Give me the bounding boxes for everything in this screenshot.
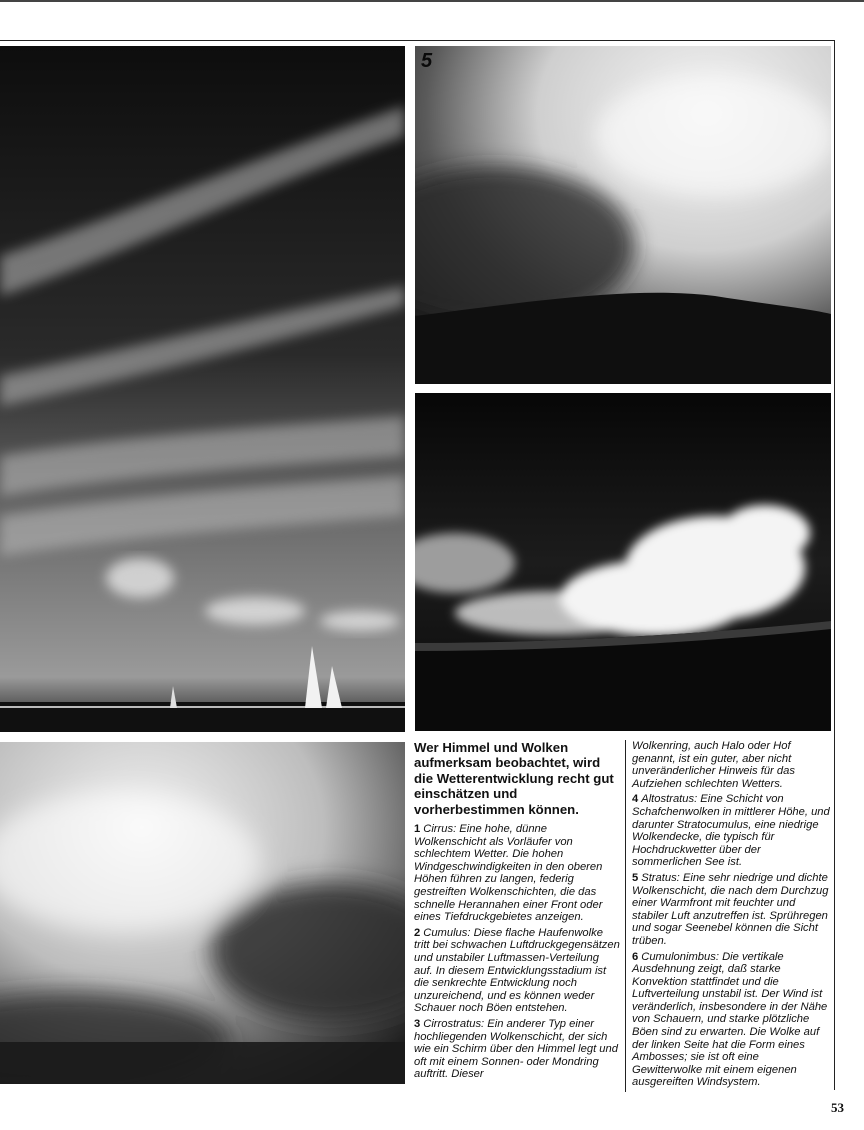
caption-number: 1 [414, 823, 421, 836]
article-column-left [414, 740, 620, 1084]
caption-number: 6 [632, 950, 639, 963]
caption-item-5 [632, 872, 831, 948]
article-lead: Wer Himmel und Wolken aufmerksam beobachtet, wird die Wetterentwicklung recht gut einschätzen und vorherbestimmen können. [414, 740, 614, 817]
article-column-right [625, 740, 831, 1092]
photo-number-5: 5 [421, 50, 433, 72]
caption-text: Altostratus: Eine Schicht von Schafchenwolken in mittlerer Höhe, und darunter Stratocumulus, eine niedrige Wolkendecke, die typisch für Hochdruckwetter über der sommerlichen See ist. [632, 793, 830, 869]
caption-number: 5 [632, 871, 639, 884]
photo-cirrostratus [0, 742, 405, 1084]
page-number: 53 [831, 1100, 844, 1115]
top-rule [0, 0, 864, 2]
caption-number: 2 [414, 926, 421, 939]
photo-cumulonimbus [415, 393, 831, 731]
caption-text: Cirrostratus: Ein anderer Typ einer hochliegenden Wolkenschicht, der sich wie ein Schirm über den Himmel legt und oft mit einem Sonnen- oder Mondring auftritt. Dieser [414, 1017, 618, 1081]
caption-item-1 [414, 823, 620, 924]
photo-stratus [415, 46, 831, 384]
frame-rule-right [834, 40, 835, 1090]
caption-item-2 [414, 927, 620, 1015]
caption-text: Cumulonimbus: Die vertikale Ausdehnung zeigt, daß starke Konvektion stattfindet und die Luftverteilung unstabil ist. Der Wind ist veränderlich, insbesondere in der Nähe von Schauern, und starke plötzliche Böen sind zu erwarten. Die Wolke auf der linken Seite hat die Form eines Ambosses; sie ist oft eine Gewitterwolke mit einem eigenen ausgereiften Windsystem. [632, 950, 828, 1089]
frame-rule-top [0, 40, 834, 41]
caption-text: Stratus: Eine sehr niedrige und dichte Wolkenschicht, die nach dem Durchzug einer Warmfront mit feuchter und stabiler Luft anzutreffen ist. Sprühregen und sogar Seenebel können die Sicht trüben. [632, 871, 829, 947]
caption-text: Cirrus: Eine hohe, dünne Wolkenschicht als Vorläufer von schlechtem Wetter. Die hohen Windgeschwindigkeiten in den oberen Höhen führen zu langen, federig gestreiften Wolkenschichten, die das schnelle Herannahen einer Front oder eines Tiefdruckgebietes anzeigen. [414, 823, 603, 924]
caption-text: Cumulus: Diese flache Haufenwolke tritt bei schwachen Luftdruckgegensätzen und unstabiler Luftmassen-Verteilung auf. In diesem Entwicklungsstadium ist die senkrechte Entwicklung noch unzureichend, und es können weder Schauer noch Böen entstehen. [414, 926, 620, 1015]
caption-number: 4 [632, 793, 639, 806]
caption-item-4 [632, 793, 831, 869]
photo-cirrus-sailboats [0, 46, 405, 732]
caption-item-3 [414, 1018, 620, 1081]
caption-continuation: Wolkenring, auch Halo oder Hof genannt, ist ein guter, aber nicht unveränderlicher Hinweis für das Aufziehen schlechten Wetters. [632, 740, 795, 790]
caption-item-6 [632, 951, 831, 1090]
caption-number: 3 [414, 1017, 421, 1030]
